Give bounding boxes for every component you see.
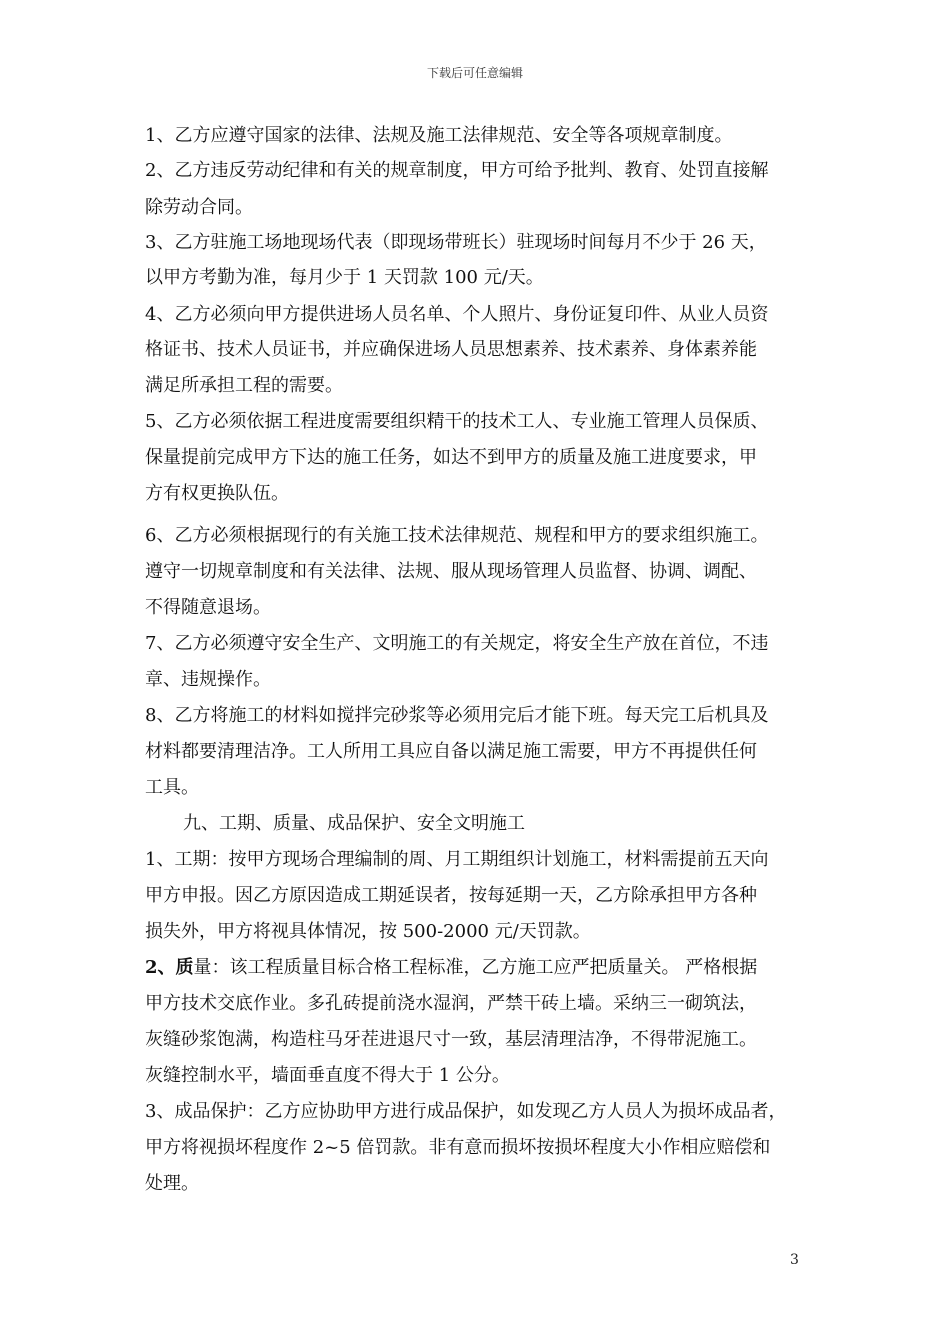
paragraph-line: 1、工期：按甲方现场合理编制的周、月工期组织计划施工，材料需提前五天向 [145,849,769,870]
paragraph-line: 2、乙方违反劳动纪律和有关的规章制度，甲方可给予批判、教育、处罚直接解 [145,160,769,181]
paragraph-line: 3、乙方驻施工场地现场代表（即现场带班长）驻现场时间每月不少于 26 天， [145,232,767,253]
paragraph-line: 灰缝砂浆饱满，构造柱马牙茬进退尺寸一致，基层清理洁净，不得带泥施工。 [145,1029,757,1050]
section-title: 九、工期、质量、成品保护、安全文明施工 [183,813,525,834]
paragraph-line: 损失外，甲方将视具体情况，按 500-2000 元/天罚款。 [145,921,591,942]
paragraph-line: 7、乙方必须遵守安全生产、文明施工的有关规定，将安全生产放在首位，不违 [145,633,769,654]
paragraph-line: 灰缝控制水平，墙面垂直度不得大于 1 公分。 [145,1065,510,1086]
paragraph-line: 不得随意退场。 [145,597,271,618]
paragraph-line: 3、成品保护：乙方应协助甲方进行成品保护，如发现乙方人员人为损坏成品者， [145,1101,787,1122]
page-number: 3 [790,1252,799,1268]
paragraph-line: 8、乙方将施工的材料如搅拌完砂浆等必须用完后才能下班。每天完工后机具及 [145,705,769,726]
paragraph-line: 1、乙方应遵守国家的法律、法规及施工法律规范、安全等各项规章制度。 [145,125,733,146]
paragraph-line: 工具。 [145,777,199,798]
paragraph-line: 以甲方考勤为准，每月少于 1 天罚款 100 元/天。 [145,267,544,288]
paragraph-line: 5、乙方必须依据工程进度需要组织精干的技术工人、专业施工管理人员保质、 [145,411,769,432]
paragraph-line: 4、乙方必须向甲方提供进场人员名单、个人照片、身份证复印件、从业人员资 [145,304,769,325]
paragraph-line: 遵守一切规章制度和有关法律、法规、服从现场管理人员监督、协调、调配、 [145,561,757,582]
paragraph-line: 甲方申报。因乙方原因造成工期延误者，按每延期一天，乙方除承担甲方各种 [145,885,757,906]
paragraph-line: 除劳动合同。 [145,197,253,218]
paragraph-line: 甲方将视损坏程度作 2~5 倍罚款。非有意而损坏按损坏程度大小作相应赔偿和 [145,1137,771,1158]
paragraph-line: 满足所承担工程的需要。 [145,375,343,396]
paragraph-line: 材料都要清理洁净。工人所用工具应自备以满足施工需要，甲方不再提供任何 [145,741,757,762]
paragraph-line: 格证书、技术人员证书，并应确保进场人员思想素养、技术素养、身体素养能 [145,339,757,360]
paragraph-line: 处理。 [145,1173,199,1194]
paragraph-line: 6、乙方必须根据现行的有关施工技术法律规范、规程和甲方的要求组织施工。 [145,525,769,546]
page-header: 下载后可任意编辑 [426,66,523,80]
paragraph-line: 章、违规操作。 [145,669,271,690]
quality-heading: 2、质 [145,957,194,978]
paragraph-line: 方有权更换队伍。 [145,483,289,504]
quality-text: 量：该工程质量目标合格工程标准，乙方施工应严把质量关。 严格根据 [193,957,758,978]
paragraph-line: 保量提前完成甲方下达的施工任务，如达不到甲方的质量及施工进度要求，甲 [145,447,757,468]
paragraph-line: 甲方技术交底作业。多孔砖提前浇水湿润，严禁干砖上墙。采纳三一砌筑法， [145,993,757,1014]
quality-line [145,959,757,977]
